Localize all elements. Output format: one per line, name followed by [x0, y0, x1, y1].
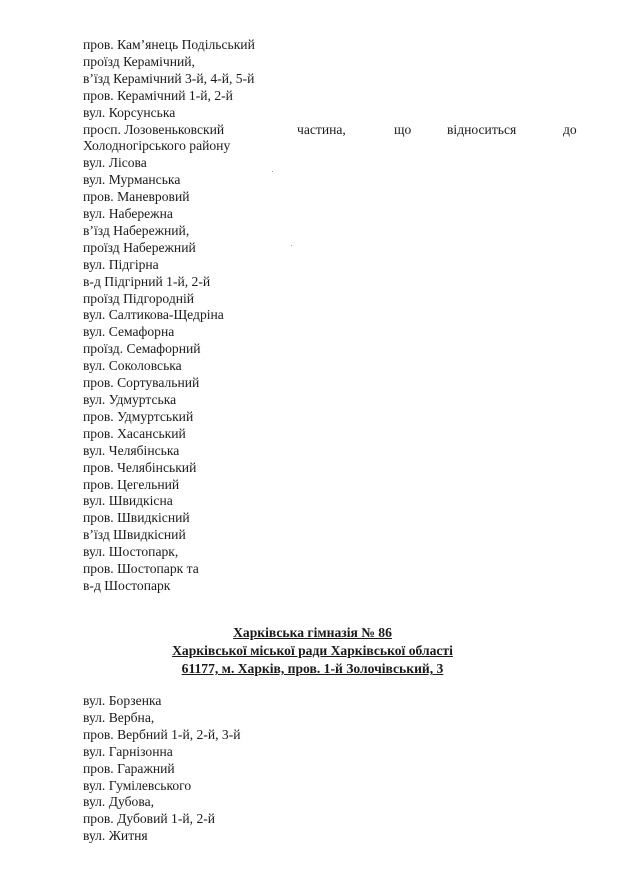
- school-heading: [0, 624, 625, 678]
- list-item: вул. Соколовська: [83, 358, 182, 374]
- street-list-bottom: [83, 693, 241, 845]
- list-item: пров. Шостопарк та: [83, 561, 199, 577]
- list-item: вул. Салтикова-Щедріна: [83, 307, 224, 323]
- list-item: пров. Цегельний: [83, 476, 180, 492]
- list-item: в’їзд Керамічний 3-й, 4-й, 5-й: [83, 70, 255, 86]
- list-item: пров. Керамічний 1-й, 2-й: [83, 87, 233, 103]
- school-address: 61177, м. Харків, пров. 1-й Золочівський, 3: [181, 661, 444, 676]
- school-name: Харківська гімназія № 86: [233, 625, 392, 640]
- list-item: проїзд Підгородній: [83, 290, 195, 306]
- list-item: пров. Челябінський: [83, 459, 197, 475]
- list-item: вул. Челябінська: [83, 442, 180, 458]
- list-item: вул. Набережна: [83, 206, 173, 222]
- list-item: в-д Шостопарк: [83, 577, 171, 593]
- split-item-word: частина,: [297, 121, 346, 137]
- list-item: вул. Вербна,: [83, 709, 155, 725]
- list-item: пров. Маневровий: [83, 189, 190, 205]
- list-item: пров. Вербний 1-й, 2-й, 3-й: [83, 726, 241, 742]
- list-item: вул. Семафорна: [83, 324, 175, 340]
- scan-speck: [272, 171, 273, 172]
- list-item: вул. Удмуртська: [83, 392, 177, 408]
- list-item: вул. Корсунська: [83, 104, 176, 120]
- list-item: пров. Кам’янець Подільський: [83, 37, 255, 52]
- list-item: вул. Мурманська: [83, 172, 181, 188]
- list-item: пров. Швидкісний: [83, 510, 190, 526]
- list-item: проїзд Набережний: [83, 239, 196, 255]
- list-item: пров. Хасанський: [83, 425, 186, 441]
- street-list-top: [83, 37, 577, 595]
- list-item: пров. Удмуртський: [83, 408, 194, 424]
- list-item: проїзд. Семафорний: [83, 341, 201, 357]
- list-item: вул. Швидкісна: [83, 493, 173, 509]
- split-item-word: відноситься: [447, 121, 517, 137]
- list-item: вул. Шостопарк,: [83, 544, 179, 560]
- split-item-continuation: Холодногірського району: [83, 138, 231, 154]
- list-item: вул. Дубова,: [83, 794, 155, 810]
- split-item-word: що: [394, 121, 412, 137]
- list-item: пров. Дубовий 1-й, 2-й: [83, 811, 216, 827]
- list-item: вул. Лісова: [83, 155, 147, 171]
- split-list-item: [83, 121, 577, 139]
- list-item: вул. Підгірна: [83, 256, 159, 272]
- list-item: проїзд Керамічний,: [83, 53, 195, 69]
- list-item: пров. Сортувальний: [83, 375, 200, 391]
- list-item: вул. Гарнізонна: [83, 743, 173, 759]
- split-item-label: просп. Лозовеньковский: [83, 121, 225, 137]
- list-item: вул. Борзенка: [83, 693, 162, 708]
- list-item: в’їзд Швидкісний: [83, 527, 186, 543]
- school-authority: Харківської міської ради Харківської області: [172, 643, 453, 658]
- list-item: пров. Гаражний: [83, 760, 175, 776]
- list-item: вул. Житня: [83, 828, 148, 844]
- scan-speck: [291, 245, 292, 246]
- list-item: вул. Гумілевського: [83, 777, 192, 793]
- split-item-word: до: [563, 121, 577, 137]
- list-item: в-д Підгірний 1-й, 2-й: [83, 273, 211, 289]
- list-item: в’їзд Набережний,: [83, 222, 190, 238]
